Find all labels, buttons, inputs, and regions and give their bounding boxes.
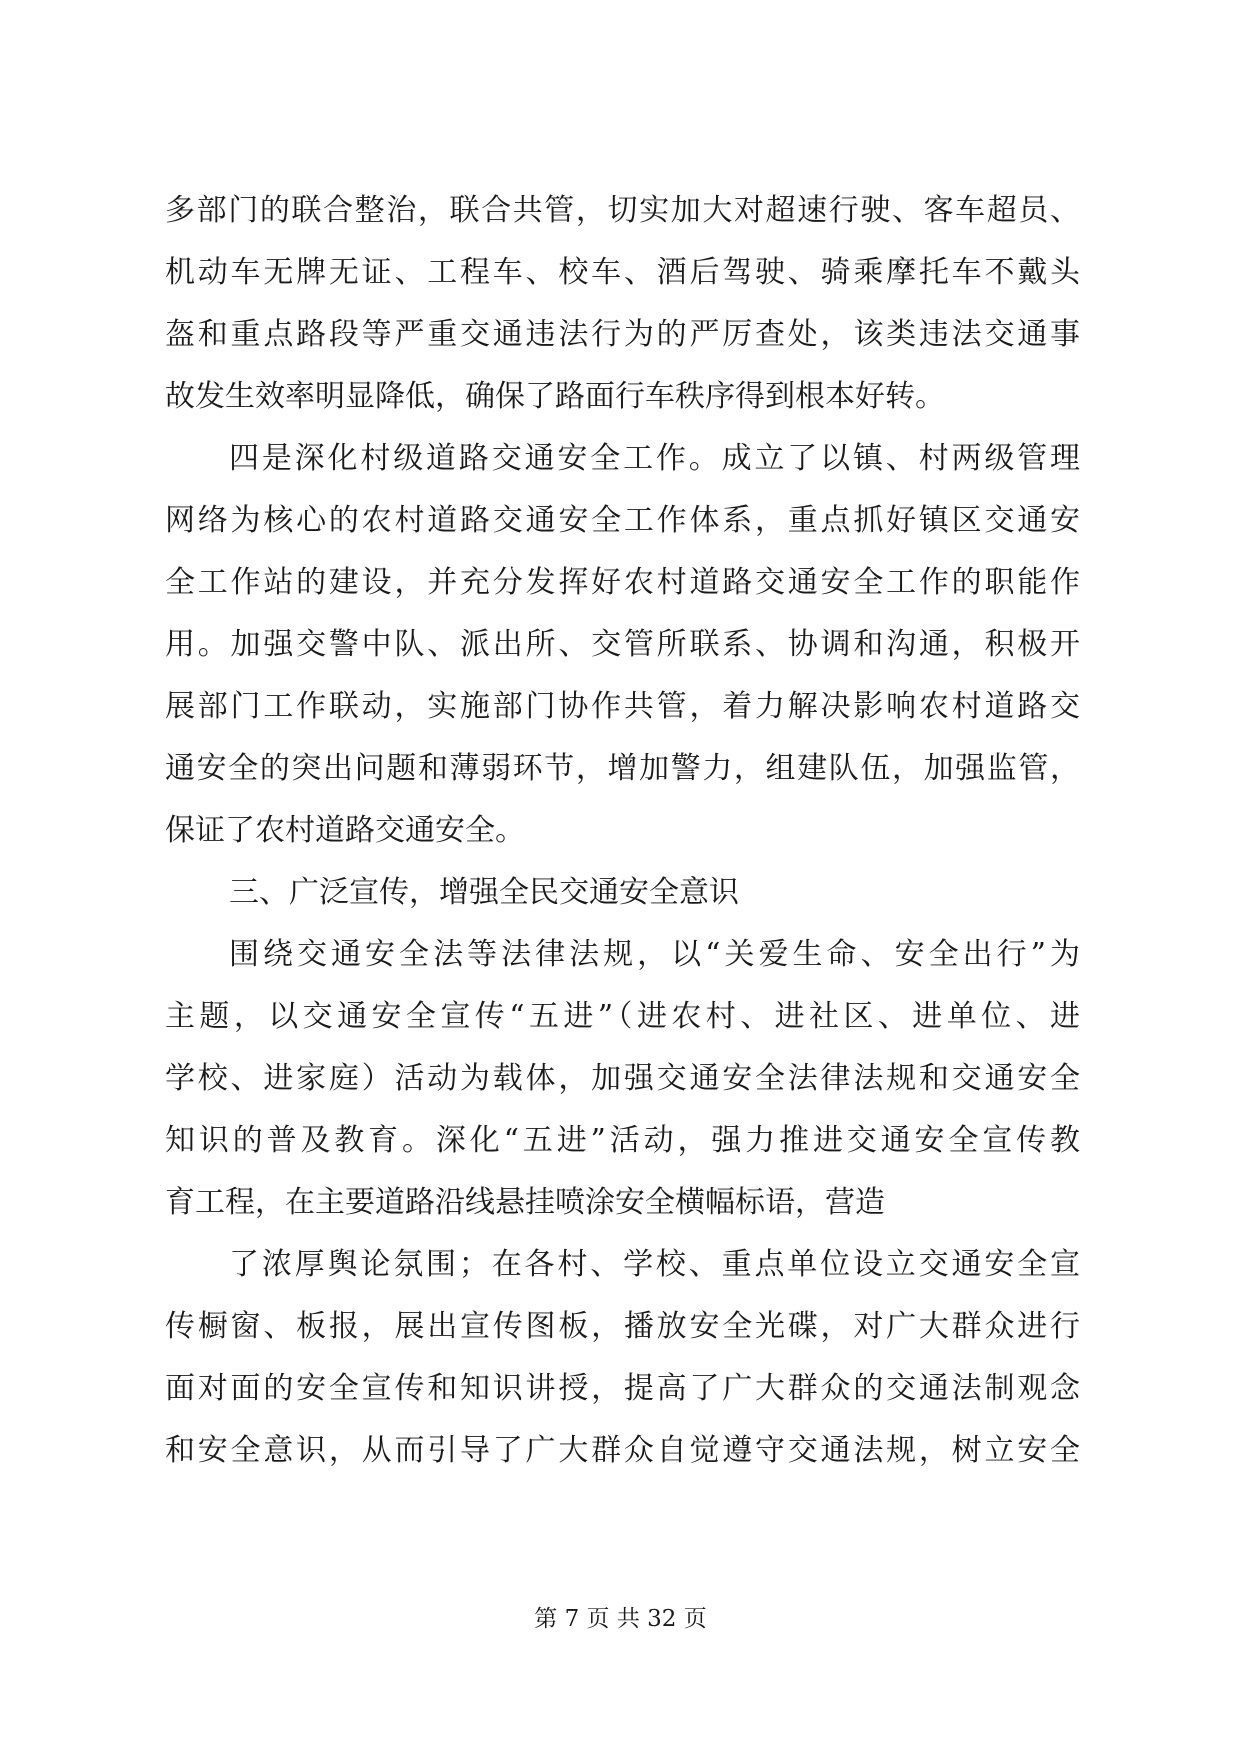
text-line: 通安全的突出问题和薄弱环节，增加警力，组建队伍，加强监管，: [165, 751, 1080, 786]
text-line: 主题，以交通安全宣传“五进”（进农村、进社区、进单位、进: [165, 999, 1080, 1034]
text-line: 盔和重点路段等严重交通违法行为的严厉查处，该类违法交通事: [165, 317, 1080, 352]
text-line: 故发生效率明显降低，确保了路面行车秩序得到根本好转。: [165, 379, 945, 414]
text-line: 全工作站的建设，并充分发挥好农村道路交通安全工作的职能作: [165, 565, 1080, 600]
text-line: 面对面的安全宣传和知识讲授，提高了广大群众的交通法制观念: [165, 1371, 1080, 1406]
text-line: 和安全意识，从而引导了广大群众自觉遵守交通法规，树立安全: [165, 1433, 1080, 1468]
section-heading: 三、广泛宣传，增强全民交通安全意识: [229, 875, 739, 910]
body-text: [165, 180, 1080, 1482]
page-number: 第 7 页 共 32 页: [534, 1606, 707, 1632]
text-line: 网络为核心的农村道路交通安全工作体系，重点抓好镇区交通安: [165, 503, 1080, 538]
text-line: 机动车无牌无证、工程车、校车、酒后驾驶、骑乘摩托车不戴头: [165, 255, 1080, 290]
text-line: 围绕交通安全法等法律法规，以“关爱生命、安全出行”为: [229, 937, 1080, 972]
text-line: 展部门工作联动，实施部门协作共管，着力解决影响农村道路交: [165, 689, 1080, 724]
text-line: 保证了农村道路交通安全。: [165, 813, 525, 848]
text-line: 学校、进家庭）活动为载体，加强交通安全法律法规和交通安全: [165, 1061, 1080, 1096]
text-line: 了浓厚舆论氛围；在各村、学校、重点单位设立交通安全宣: [229, 1247, 1080, 1282]
text-line: 育工程，在主要道路沿线悬挂喷涂安全横幅标语，营造: [165, 1185, 885, 1220]
text-line: 用。加强交警中队、派出所、交管所联系、协调和沟通，积极开: [165, 627, 1080, 662]
text-line: 知识的普及教育。深化“五进”活动，强力推进交通安全宣传教: [165, 1123, 1080, 1158]
text-line: 多部门的联合整治，联合共管，切实加大对超速行驶、客车超员、: [165, 193, 1080, 228]
text-line: 四是深化村级道路交通安全工作。成立了以镇、村两级管理: [229, 441, 1080, 476]
text-line: 传橱窗、板报，展出宣传图板，播放安全光碟，对广大群众进行: [165, 1309, 1080, 1344]
